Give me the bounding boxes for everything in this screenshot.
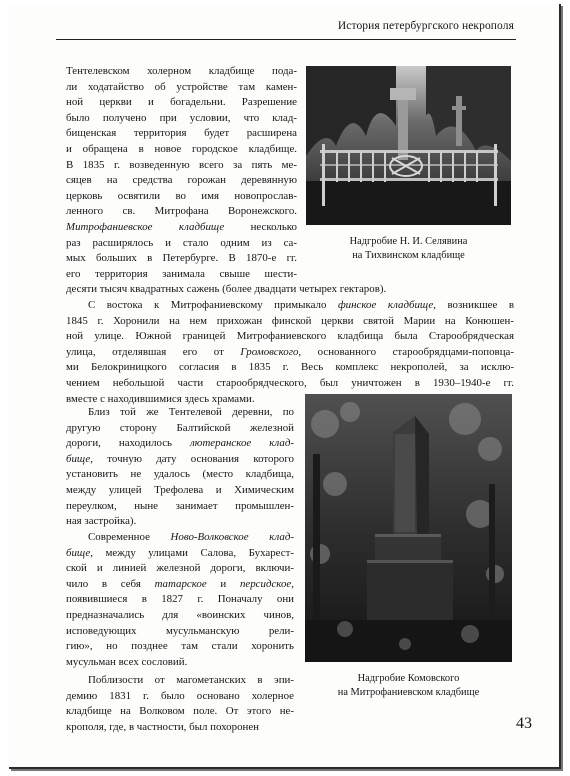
text-line: мусульман всех сословий.	[66, 655, 188, 668]
text-line: демию 1831 г. было основано холерное	[66, 689, 294, 702]
caption-figure-2	[300, 672, 517, 700]
italic-term: Ново-Волковское клад-	[170, 531, 294, 543]
text-line: десяти тысяч квадратных сажень (более двадцати четырех гектаров).	[66, 283, 387, 296]
text-line: улица, отделявшая его от Громовского, основанного старообрядцами-поповца-	[66, 345, 514, 358]
italic-term: финское кладбище	[337, 299, 434, 311]
text-line: С востока к Митрофаниевскому примыкало финское кладбище, возникшее в	[88, 299, 514, 311]
text-line: кладбище на Волковом поле. От этого не-	[66, 705, 294, 718]
text-line: между улицей Трефолева и Химическим	[66, 484, 294, 496]
text-line: крополя, где, в частности, был похоронен	[66, 720, 259, 733]
text-line: гию», но позднее там стали хоронить	[66, 640, 294, 653]
text-line: бище, точную дату основания которого	[66, 452, 294, 465]
text-line: 1845 г. Хоронили на нем прихожан финской церкви святой Марии на Конюшен-	[66, 314, 514, 327]
text-line: его территория занимала свыше шести-	[66, 267, 297, 280]
text-line: ми Белокриницкого согласия в 1835 г. Весь комплекс некрополей, за исклю-	[66, 361, 514, 374]
text-line: Тентелевском холерном кладбище пода-	[66, 65, 297, 77]
text-line: Близ той же Тентелевой деревни, по	[88, 406, 294, 418]
text-line: ной церкви и богадельни. Разрешение	[66, 96, 297, 109]
caption-2-line-2: на Митрофаниевском кладбище	[337, 687, 480, 698]
page-number: 43	[516, 715, 532, 732]
text-line: предназначались для «воинских чинов,	[66, 609, 294, 621]
caption-1-line-1: Надгробие Н. И. Селявина	[349, 236, 468, 247]
text-line: бищенская территория будет расширена	[66, 127, 297, 140]
text-line: раз расширялось и стало одним из са-	[66, 236, 297, 249]
running-header	[56, 19, 516, 40]
text-line: дороги, находилось лютеранское клад-	[66, 437, 294, 450]
italic-term: персидское	[239, 577, 292, 590]
italic-term: лютеранское клад-	[190, 437, 294, 450]
text-line: бище, между улицами Салова, Бухарест-	[66, 546, 294, 559]
text-line: В 1835 г. возведенную всего за пять ме-	[66, 158, 297, 171]
text-line: Митрофаниевское кладбище несколько	[66, 221, 297, 233]
italic-term: бище	[66, 546, 91, 559]
text-line: и обращена в новое городское кладбище.	[66, 143, 297, 155]
italic-term: бище	[66, 452, 91, 465]
text-line: чением небольшой части старообрядческого, был уничтожен в 1930–1940-е гг.	[66, 377, 514, 389]
text-line: другую сторону Балтийской железной	[66, 421, 294, 434]
text-line: ленного св. Митрофана Воронежского.	[66, 205, 297, 218]
text-line: чило в себя татарское и персидское,	[66, 577, 294, 590]
text-line: ской и линией железной дороги, включи-	[66, 562, 294, 575]
text-line: ной улице. Южной границей Митрофаниевского кладбища была Старообрядческая	[66, 330, 514, 343]
text-line: Поблизости от магометанских в эпи-	[88, 674, 294, 686]
caption-2-line-1: Надгробие Комовского	[357, 673, 460, 684]
text-line: церковь освятили во имя новопрослав-	[66, 189, 297, 202]
caption-figure-1	[306, 235, 511, 263]
photo-komovsky-tombstone	[305, 394, 512, 662]
text-line: Современное Ново-Волковское клад-	[88, 531, 294, 543]
text-line: появившиеся в 1827 г. Поначалу они	[66, 593, 294, 606]
text-line: установить не удалось (место кладбища,	[66, 468, 294, 481]
header-title: История петербургского некрополя	[337, 20, 514, 32]
text-line: переулком, ныне занимает промышлен-	[66, 499, 294, 512]
caption-1-line-2: на Тихвинском кладбище	[352, 250, 465, 261]
text-line: ная застройка).	[66, 515, 137, 528]
italic-term: татарское	[154, 577, 207, 590]
text-line: вместе с находившимися здесь храмами.	[66, 392, 255, 405]
italic-term: Громовского	[240, 345, 299, 358]
text-line: ли ходатайство об устройстве там камен-	[66, 80, 297, 93]
text-line: мых больших в Петербурге. В 1870-е гг.	[66, 252, 297, 265]
italic-term: Митрофаниевское кладбище	[66, 221, 225, 233]
text-line: сяцев на средства горожан деревянную	[66, 174, 297, 187]
text-line: было получено при условии, что клад-	[66, 111, 297, 124]
text-line: исповедующих мусульманскую рели-	[66, 624, 294, 637]
photo-selyavin-tombstone	[306, 66, 511, 225]
